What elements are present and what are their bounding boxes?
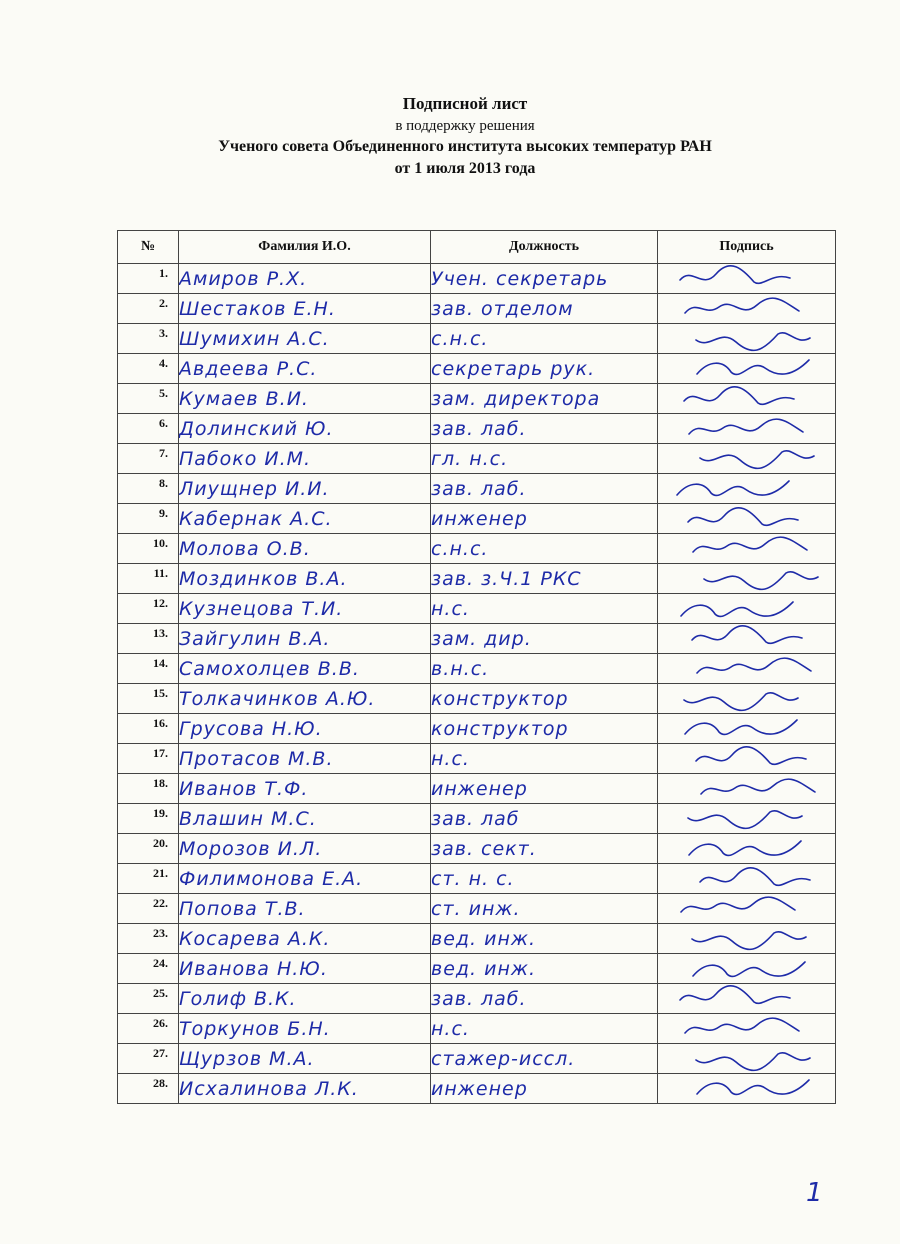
row-number: 12. xyxy=(118,594,179,624)
row-signature xyxy=(658,714,836,744)
handwritten-signature xyxy=(658,1075,834,1103)
row-position: стажер-иссл. xyxy=(431,1044,658,1074)
row-position: зав. сект. xyxy=(431,834,658,864)
table-row xyxy=(118,924,836,954)
row-name: Косарева А.К. xyxy=(179,924,431,954)
row-signature xyxy=(658,924,836,954)
row-number: 14. xyxy=(118,654,179,684)
document-date: от 1 июля 2013 года xyxy=(394,160,536,177)
handwritten-signature xyxy=(658,775,834,803)
page-number: 1 xyxy=(806,1178,823,1208)
row-signature xyxy=(658,984,836,1014)
row-number: 5. xyxy=(118,384,179,414)
row-position: зав. лаб. xyxy=(431,414,658,444)
document-title: Подписной лист xyxy=(402,94,528,113)
row-signature xyxy=(658,534,836,564)
row-position: н.с. xyxy=(431,1014,658,1044)
table-row xyxy=(118,354,836,384)
handwritten-signature xyxy=(658,1015,834,1043)
handwritten-signature xyxy=(658,955,834,983)
table-row xyxy=(118,534,836,564)
row-position: зав. лаб. xyxy=(431,984,658,1014)
row-name: Голиф В.К. xyxy=(179,984,431,1014)
table-row xyxy=(118,264,836,294)
table-row xyxy=(118,564,836,594)
row-number: 2. xyxy=(118,294,179,324)
row-position: зав. з.Ч.1 РКС xyxy=(431,564,658,594)
handwritten-signature xyxy=(658,325,834,353)
handwritten-signature xyxy=(658,565,834,593)
row-position: Учен. секретарь xyxy=(431,264,658,294)
row-signature xyxy=(658,894,836,924)
row-position: вед. инж. xyxy=(431,924,658,954)
row-number: 4. xyxy=(118,354,179,384)
row-signature xyxy=(658,504,836,534)
row-position: зав. лаб. xyxy=(431,474,658,504)
handwritten-signature xyxy=(658,355,834,383)
row-name: Иванов Т.Ф. xyxy=(179,774,431,804)
row-position: конструктор xyxy=(431,714,658,744)
col-header-position: Должность xyxy=(431,231,658,264)
row-signature xyxy=(658,324,836,354)
row-signature xyxy=(658,804,836,834)
row-signature xyxy=(658,624,836,654)
row-name: Долинский Ю. xyxy=(179,414,431,444)
row-number: 18. xyxy=(118,774,179,804)
row-position: ст. инж. xyxy=(431,894,658,924)
council-name: Ученого совета Объединенного института высоких температур РАН xyxy=(218,138,712,155)
row-position: вед. инж. xyxy=(431,954,658,984)
row-signature xyxy=(658,474,836,504)
row-name: Амиров Р.Х. xyxy=(179,264,431,294)
row-position: зав. отделом xyxy=(431,294,658,324)
row-name: Самохолцев В.В. xyxy=(179,654,431,684)
handwritten-signature xyxy=(658,745,834,773)
handwritten-signature xyxy=(658,505,834,533)
handwritten-signature xyxy=(658,535,834,563)
row-name: Щурзов М.А. xyxy=(179,1044,431,1074)
handwritten-signature xyxy=(658,895,834,923)
handwritten-signature xyxy=(658,925,834,953)
row-name: Шестаков Е.Н. xyxy=(179,294,431,324)
row-name: Влашин М.С. xyxy=(179,804,431,834)
row-number: 3. xyxy=(118,324,179,354)
row-number: 15. xyxy=(118,684,179,714)
table-row xyxy=(118,804,836,834)
handwritten-signature xyxy=(658,1045,834,1073)
row-position: секретарь рук. xyxy=(431,354,658,384)
row-name: Кузнецова Т.И. xyxy=(179,594,431,624)
row-signature xyxy=(658,954,836,984)
table-row xyxy=(118,414,836,444)
row-name: Толкачинков А.Ю. xyxy=(179,684,431,714)
table-row xyxy=(118,744,836,774)
row-number: 20. xyxy=(118,834,179,864)
row-position: инженер xyxy=(431,504,658,534)
row-name: Зайгулин В.А. xyxy=(179,624,431,654)
row-number: 1. xyxy=(118,264,179,294)
handwritten-signature xyxy=(658,265,834,293)
row-number: 9. xyxy=(118,504,179,534)
row-number: 6. xyxy=(118,414,179,444)
table-row xyxy=(118,714,836,744)
handwritten-signature xyxy=(658,865,834,893)
row-name: Грусова Н.Ю. xyxy=(179,714,431,744)
row-name: Молова О.В. xyxy=(179,534,431,564)
handwritten-signature xyxy=(658,685,834,713)
row-position: ст. н. с. xyxy=(431,864,658,894)
row-position: с.н.с. xyxy=(431,324,658,354)
row-name: Лиущнер И.И. xyxy=(179,474,431,504)
handwritten-signature xyxy=(658,295,834,323)
row-name: Пабоко И.М. xyxy=(179,444,431,474)
handwritten-signature xyxy=(658,985,834,1013)
row-name: Иванова Н.Ю. xyxy=(179,954,431,984)
row-position: инженер xyxy=(431,774,658,804)
row-signature xyxy=(658,1014,836,1044)
row-name: Попова Т.В. xyxy=(179,894,431,924)
row-position: конструктор xyxy=(431,684,658,714)
row-number: 24. xyxy=(118,954,179,984)
row-position: зав. лаб xyxy=(431,804,658,834)
row-signature xyxy=(658,834,836,864)
handwritten-signature xyxy=(658,595,834,623)
col-header-name: Фамилия И.О. xyxy=(179,231,431,264)
row-number: 17. xyxy=(118,744,179,774)
handwritten-signature xyxy=(658,415,834,443)
row-signature xyxy=(658,264,836,294)
row-number: 7. xyxy=(118,444,179,474)
handwritten-signature xyxy=(658,625,834,653)
row-number: 28. xyxy=(118,1074,179,1104)
handwritten-signature xyxy=(658,475,834,503)
table-row xyxy=(118,1074,836,1104)
row-position: в.н.с. xyxy=(431,654,658,684)
handwritten-signature xyxy=(658,655,834,683)
row-position: гл. н.с. xyxy=(431,444,658,474)
row-number: 19. xyxy=(118,804,179,834)
handwritten-signature xyxy=(658,445,834,473)
table-row xyxy=(118,894,836,924)
row-signature xyxy=(658,414,836,444)
row-name: Исхалинова Л.К. xyxy=(179,1074,431,1104)
row-name: Моздинков В.А. xyxy=(179,564,431,594)
table-row xyxy=(118,324,836,354)
table-row xyxy=(118,654,836,684)
col-header-number: № xyxy=(118,231,179,264)
table-row xyxy=(118,504,836,534)
table-row xyxy=(118,384,836,414)
row-name: Филимонова Е.А. xyxy=(179,864,431,894)
row-number: 11. xyxy=(118,564,179,594)
row-position: н.с. xyxy=(431,744,658,774)
row-number: 10. xyxy=(118,534,179,564)
table-row xyxy=(118,594,836,624)
handwritten-signature xyxy=(658,835,834,863)
row-signature xyxy=(658,564,836,594)
table-row xyxy=(118,444,836,474)
signature-table xyxy=(117,230,836,1104)
table-row xyxy=(118,1044,836,1074)
row-signature xyxy=(658,774,836,804)
row-signature xyxy=(658,744,836,774)
table-header-row xyxy=(118,231,836,264)
row-position: н.с. xyxy=(431,594,658,624)
row-number: 8. xyxy=(118,474,179,504)
table-row xyxy=(118,864,836,894)
row-signature xyxy=(658,354,836,384)
row-position: с.н.с. xyxy=(431,534,658,564)
document-header xyxy=(0,92,900,180)
row-signature xyxy=(658,864,836,894)
row-name: Шумихин А.С. xyxy=(179,324,431,354)
handwritten-signature xyxy=(658,805,834,833)
row-signature xyxy=(658,444,836,474)
row-number: 16. xyxy=(118,714,179,744)
row-name: Протасов М.В. xyxy=(179,744,431,774)
table-row xyxy=(118,834,836,864)
table-row xyxy=(118,954,836,984)
row-number: 13. xyxy=(118,624,179,654)
row-name: Кумаев В.И. xyxy=(179,384,431,414)
row-number: 26. xyxy=(118,1014,179,1044)
table-row xyxy=(118,294,836,324)
col-header-signature: Подпись xyxy=(658,231,836,264)
row-signature xyxy=(658,294,836,324)
table-row xyxy=(118,474,836,504)
row-signature xyxy=(658,1074,836,1104)
table-row xyxy=(118,624,836,654)
row-signature xyxy=(658,594,836,624)
handwritten-signature xyxy=(658,715,834,743)
row-signature xyxy=(658,384,836,414)
row-position: инженер xyxy=(431,1074,658,1104)
row-number: 23. xyxy=(118,924,179,954)
table-row xyxy=(118,1014,836,1044)
handwritten-signature xyxy=(658,385,834,413)
table-row xyxy=(118,684,836,714)
row-name: Морозов И.Л. xyxy=(179,834,431,864)
row-name: Торкунов Б.Н. xyxy=(179,1014,431,1044)
row-number: 25. xyxy=(118,984,179,1014)
row-signature xyxy=(658,684,836,714)
row-number: 21. xyxy=(118,864,179,894)
table-row xyxy=(118,984,836,1014)
row-position: зам. директора xyxy=(431,384,658,414)
row-name: Кабернак А.С. xyxy=(179,504,431,534)
row-number: 22. xyxy=(118,894,179,924)
row-number: 27. xyxy=(118,1044,179,1074)
document-subtitle: в поддержку решения xyxy=(395,118,535,134)
table-row xyxy=(118,774,836,804)
row-name: Авдеева Р.С. xyxy=(179,354,431,384)
row-position: зам. дир. xyxy=(431,624,658,654)
row-signature xyxy=(658,1044,836,1074)
row-signature xyxy=(658,654,836,684)
